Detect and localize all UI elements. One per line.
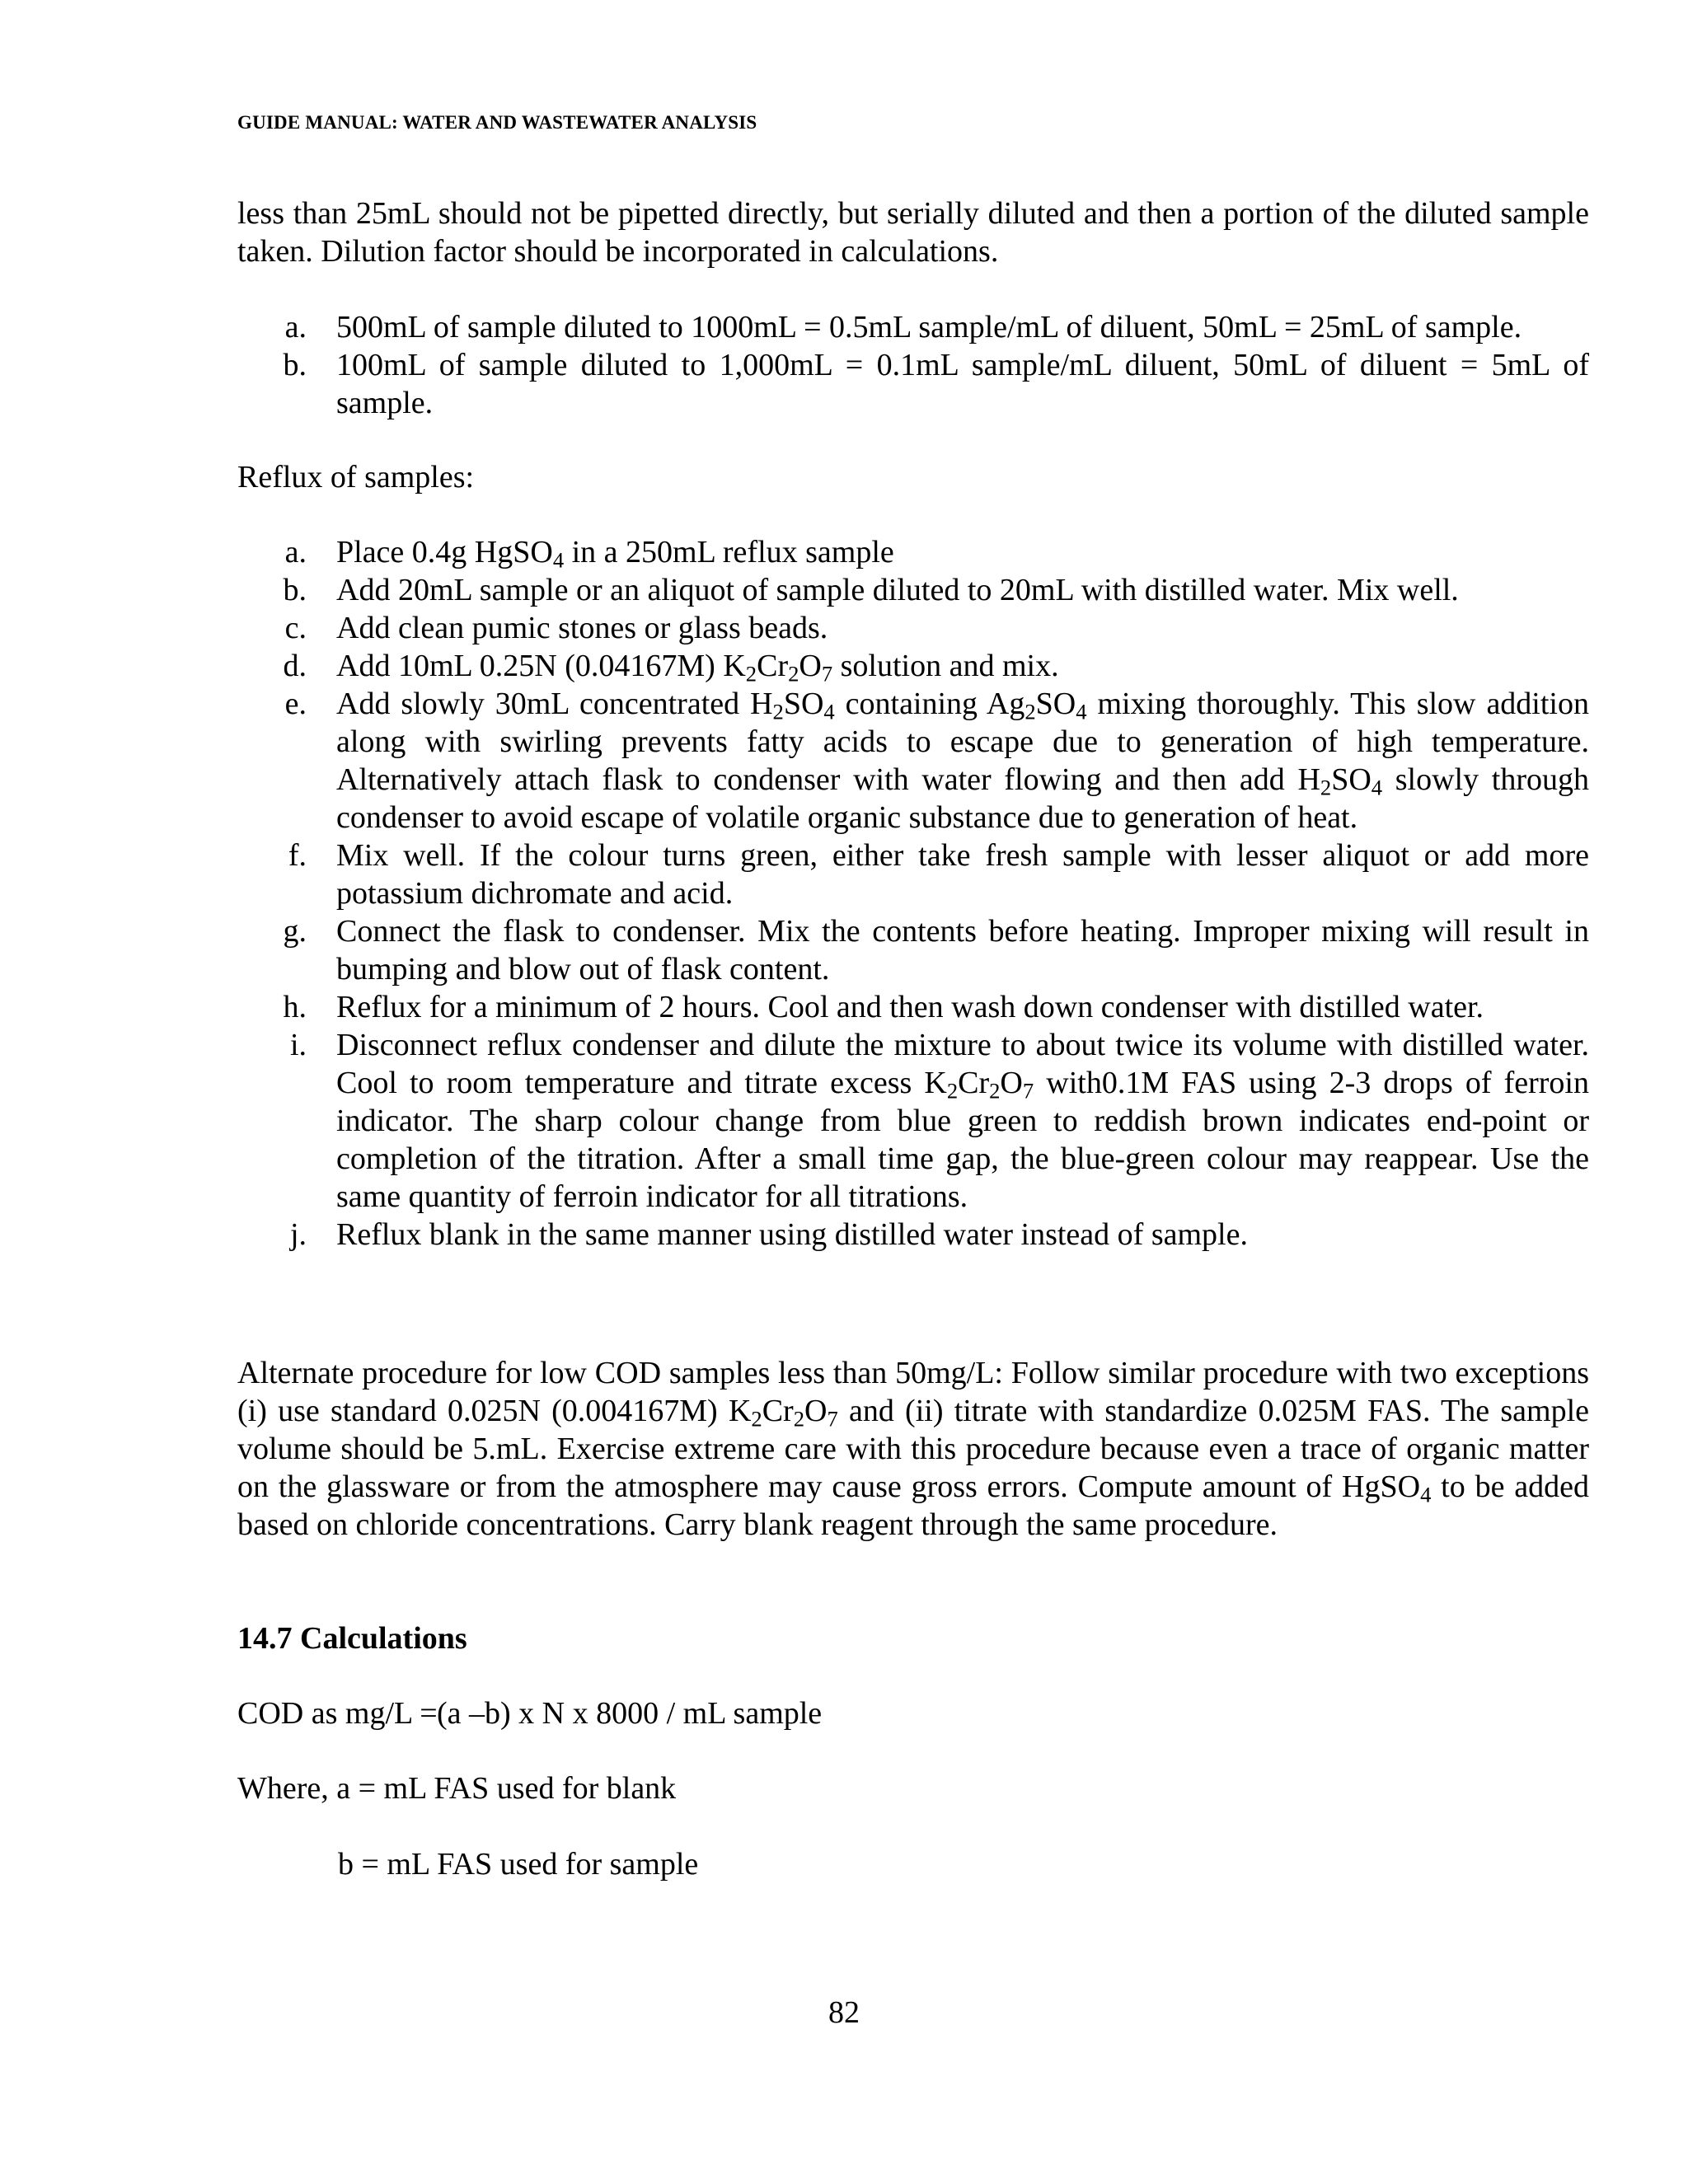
- reflux-step-item: [237, 837, 1589, 912]
- dilution-text: 100mL of sample diluted to 1,000mL = 0.1mL sample/mL diluent, 50mL of diluent = 5mL of sample.: [336, 348, 1589, 420]
- reflux-step-item: [237, 533, 1589, 571]
- reflux-step-item: [237, 988, 1589, 1026]
- reflux-step-text: Reflux for a minimum of 2 hours. Cool and then wash down condenser with distilled water.: [336, 990, 1484, 1024]
- where-b-definition: b = mL FAS used for sample: [338, 1847, 699, 1882]
- dilution-item: [237, 346, 1589, 422]
- reflux-step-item: [237, 609, 1589, 647]
- reflux-step-item: [237, 647, 1589, 685]
- running-header: GUIDE MANUAL: WATER AND WASTEWATER ANALYSIS: [237, 112, 757, 133]
- reflux-step-marker: i.: [289, 1028, 307, 1062]
- dilution-marker: b.: [283, 348, 307, 382]
- calculations-heading: 14.7 Calculations: [237, 1621, 467, 1656]
- formula-lhs: COD as mg/L =: [237, 1696, 438, 1731]
- reflux-step-item: [237, 685, 1589, 837]
- reflux-step-marker: f.: [288, 838, 307, 873]
- reflux-step-marker: g.: [283, 914, 307, 949]
- reflux-step-item: [237, 912, 1589, 988]
- reflux-step-text: Add 20mL sample or an aliquot of sample diluted to 20mL with distilled water. Mix well.: [336, 573, 1459, 607]
- reflux-step-text: Mix well. If the colour turns green, either take fresh sample with lesser aliquot or add more potassium dichromate and acid.: [336, 838, 1589, 911]
- dilution-marker: a.: [284, 310, 307, 344]
- dilution-list: [237, 308, 1589, 422]
- reflux-step-marker: e.: [284, 687, 307, 721]
- alternate-procedure-paragraph: Alternate procedure for low COD samples less than 50mg/L: Follow similar procedure with two exceptions (i) use standard 0.025N (0.004167M) $K_2Cr_2O_7$ and (ii) titrate with standardize 0.025M FAS. The sample volume should be 5.mL. Exercise extreme care with this procedure because even a trace of organic matter on the glassware or from the atmosphere may cause gross errors. Compute amount of HgSO$_4$ to be added based on chloride concentrations. Carry blank reagent through the same procedure.: [237, 1356, 1589, 1542]
- reflux-step-text: Add 10mL 0.25N (0.04167M) $K_2Cr_2O_7$ solution and mix.: [336, 649, 1059, 687]
- dilution-text: 500mL of sample diluted to 1000mL = 0.5mL sample/mL of diluent, 50mL = 25mL of sample.: [336, 310, 1522, 344]
- reflux-step-marker: a.: [284, 535, 307, 569]
- intro-paragraph: less than 25mL should not be pipetted directly, but serially diluted and then a portion of the diluted sample taken. Dilution factor should be incorporated in calculations.: [237, 196, 1589, 269]
- reflux-step-text: Disconnect reflux condenser and dilute the mixture to about twice its volume with distilled water. Cool to room temperature and titrate excess $K_2Cr_2O_7$ with0.1M FAS using 2-3 drops of ferroin indicator. The sharp colour change from blue green to reddish brown indicates end-point or completion of the titration. After a small time gap, the blue-green colour may reappear. Use the same quantity of ferroin indicator for all titrations.: [336, 1028, 1589, 1214]
- reflux-step-text: Add clean pumic stones or glass beads.: [336, 611, 828, 645]
- reflux-step-item: [237, 1026, 1589, 1216]
- reflux-step-marker: b.: [283, 573, 307, 607]
- reflux-step-text: Place 0.4g HgSO$_4$ in a 250mL reflux sample: [336, 535, 894, 573]
- page-number: 82: [828, 1995, 860, 2030]
- reflux-step-marker: c.: [284, 611, 307, 645]
- reflux-steps-list: [237, 533, 1589, 1254]
- reflux-step-item: [237, 571, 1589, 609]
- reflux-step-text: Add slowly 30mL concentrated $H_2SO_4$ containing $Ag_2SO_4$ mixing thoroughly. This slow addition along with swirling prevents fatty acids to escape due to generation of high temperature. Alternatively attach flask to condenser with water flowing and then add $H_2SO_4$ slowly through condenser to avoid escape of volatile organic substance due to generation of heat.: [336, 687, 1589, 835]
- dilution-item: [237, 308, 1589, 346]
- reflux-step-marker: h.: [283, 990, 307, 1024]
- reflux-heading: Reflux of samples:: [237, 460, 475, 494]
- where-a-definition: Where, a = mL FAS used for blank: [237, 1771, 677, 1806]
- reflux-step-text: Connect the flask to condenser. Mix the contents before heating. Improper mixing will result in bumping and blow out of flask content.: [336, 914, 1589, 987]
- reflux-step-text: Reflux blank in the same manner using distilled water instead of sample.: [336, 1217, 1248, 1252]
- reflux-step-item: [237, 1216, 1589, 1254]
- reflux-step-marker: d.: [283, 649, 307, 683]
- formula-rhs: (a –b) x N x 8000 / mL sample: [437, 1696, 823, 1731]
- reflux-step-marker: j.: [289, 1217, 307, 1252]
